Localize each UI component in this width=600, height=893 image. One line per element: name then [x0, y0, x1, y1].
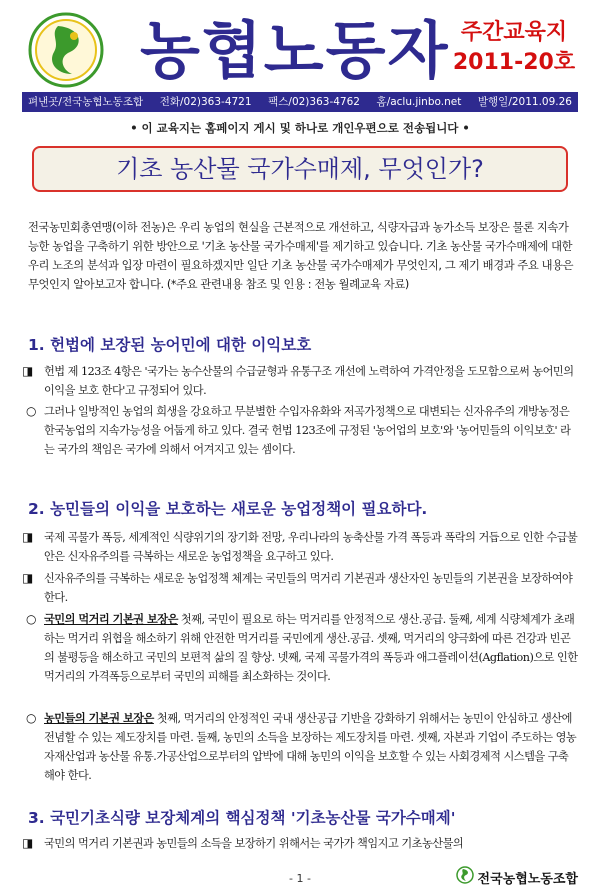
paragraph-text: 헌법 제 123조 4항은 '국가는 농수산물의 수급균형과 유통구조 개선에 노력하여 가격안정을 도모함으로써 농어민의 이익을 보호 한다'고 규정되어 있다.	[44, 365, 574, 397]
circle-bullet-icon: ○	[26, 404, 36, 418]
footer-brand	[456, 866, 578, 888]
circle-bullet-icon: ○	[26, 612, 36, 626]
list-item	[22, 569, 578, 607]
list-item	[26, 610, 578, 686]
list-item	[22, 362, 578, 400]
newsletter-title: 농협노동자	[140, 14, 450, 87]
square-bullet-icon: ◨	[22, 530, 33, 544]
square-bullet-icon: ◨	[22, 836, 33, 850]
section-heading-2: 2. 농민들의 이익을 보호하는 새로운 농업정책이 필요하다.	[28, 500, 428, 518]
footer-brand-name: 전국농협노동조합	[477, 871, 578, 887]
union-mark-icon	[456, 866, 474, 888]
paragraph-text: 첫째, 먹거리의 안정적인 국내 생산공급 기반을 강화하기 위해서는 농민이 안심하고 생산에 전념할 수 있는 제도장치를 마련. 둘째, 농민의 소득을 보장하는 제도장치를 마련. 셋째, 자본과 기업이 주도하는 영농자재산업과 농산물 유통․가공산업으로부터의 압박에 대해 농민의 이익을 보호할 수 있는 사회경제적 시스템을 구축해야 한다.	[44, 712, 577, 782]
headline: 기초 농산물 국가수매제, 무엇인가?	[116, 155, 484, 183]
paragraph-text: 첫째, 국민이 필요로 하는 먹거리를 안정적으로 생산․공급. 둘째, 세계 식량체계가 초래하는 먹거리 위협을 해소하기 위해 안전한 먹거리를 국민에게 생산․공급. 셋째, 먹거리의 양극화에 따른 건강과 빈곤의 불평등을 해소하고 국민의 보편적 삶의 질 향상. 넷째, 국제 곡물가격의 폭등과 애그플레이션(Agflation)으로 인한 먹거리의 가격폭등으로부터 국민의 피해를 최소화하는 것이다.	[44, 613, 578, 683]
list-item	[26, 709, 578, 785]
intro-paragraph	[28, 218, 578, 294]
homepage-link[interactable]: 홈/aclu.jinbo.net	[376, 96, 462, 108]
section-heading-1: 1. 헌법에 보장된 농어민에 대한 이익보호	[28, 336, 312, 354]
paragraph-text: 그러나 일방적인 농업의 희생을 강요하고 무분별한 수입자유화와 저곡가정책으로 대변되는 신자유주의 개방농정은 한국농업의 지속가능성을 어둡게 하고 있다. 결국 헌법 123조에 규정된 '농어업의 보호'와 '농어민들의 이익보호' 라는 국가의 책임은 국가에 의해서 어겨지고 있는 셈이다.	[44, 405, 571, 456]
circle-bullet-icon: ○	[26, 711, 36, 725]
square-bullet-icon: ◨	[22, 571, 33, 585]
highlight-phrase: 농민들의 기본권 보장은	[44, 711, 154, 725]
paragraph-text: 국제 곡물가 폭등, 세계적인 식량위기의 장기화 전망, 우리나라의 농축산물 가격 폭등과 폭락의 거듭으로 인한 수급불안은 신자유주의를 극복하는 새로운 농업정책을 요구하고 있다.	[44, 531, 578, 563]
publication-info-bar	[22, 92, 578, 112]
list-item	[22, 834, 578, 854]
issue-number: 2011-20호	[452, 50, 576, 75]
paragraph-text: 신자유주의를 극복하는 새로운 농업정책 체계는 국민들의 먹거리 기본권과 생산자인 농민들의 기본권을 보장하여야 한다.	[44, 572, 573, 604]
page-number: - 1 -	[289, 872, 311, 885]
list-item	[22, 528, 578, 566]
headline-banner	[32, 146, 568, 192]
nonghyup-union-logo-icon	[28, 12, 104, 88]
section-heading-3: 3. 국민기초식량 보장체계의 핵심정책 '기초농산물 국가수매제'	[28, 809, 456, 827]
publish-date: 발행일/2011.09.26	[477, 96, 572, 108]
square-bullet-icon: ◨	[22, 364, 33, 378]
distribution-notice: • 이 교육지는 홈페이지 게시 및 하나로 개인우편으로 전송됩니다 •	[130, 121, 470, 135]
highlight-phrase: 국민의 먹거리 기본권 보장은	[44, 612, 178, 626]
issue-label: 주간교육지	[460, 20, 568, 45]
intro-text: 전국농민회총연맹(이하 전농)은 우리 농업의 현실을 근본적으로 개선하고, 식량자급과 농가소득 보장은 물론 지속가능한 농업을 구축하기 위한 방안으로 '기초 농산물 국가수매제'를 제기하고 있습니다. 기초 농산물 국가수매제에 대한 우리 노조의 분석과 입장 마련이 필요하겠지만 일단 기초 농산물 국가수매제가 무엇인지, 그 제기 배경과 주요 내용은 무엇인지 알아보고자 합니다. (*주요 관련내용 참조 및 인용 : 전농 월례교육 자료)	[28, 221, 574, 291]
masthead	[22, 10, 578, 92]
fax: 팩스/02)363-4762	[268, 96, 360, 108]
issue-box	[450, 18, 578, 78]
paragraph-text: 국민의 먹거리 기본권과 농민들의 소득을 보장하기 위해서는 국가가 책임지고 기초농산물의	[44, 837, 464, 850]
list-item	[26, 402, 578, 459]
phone: 전화/02)363-4721	[159, 96, 252, 108]
publisher: 펴낸곳/전국농협노동조합	[28, 96, 144, 108]
